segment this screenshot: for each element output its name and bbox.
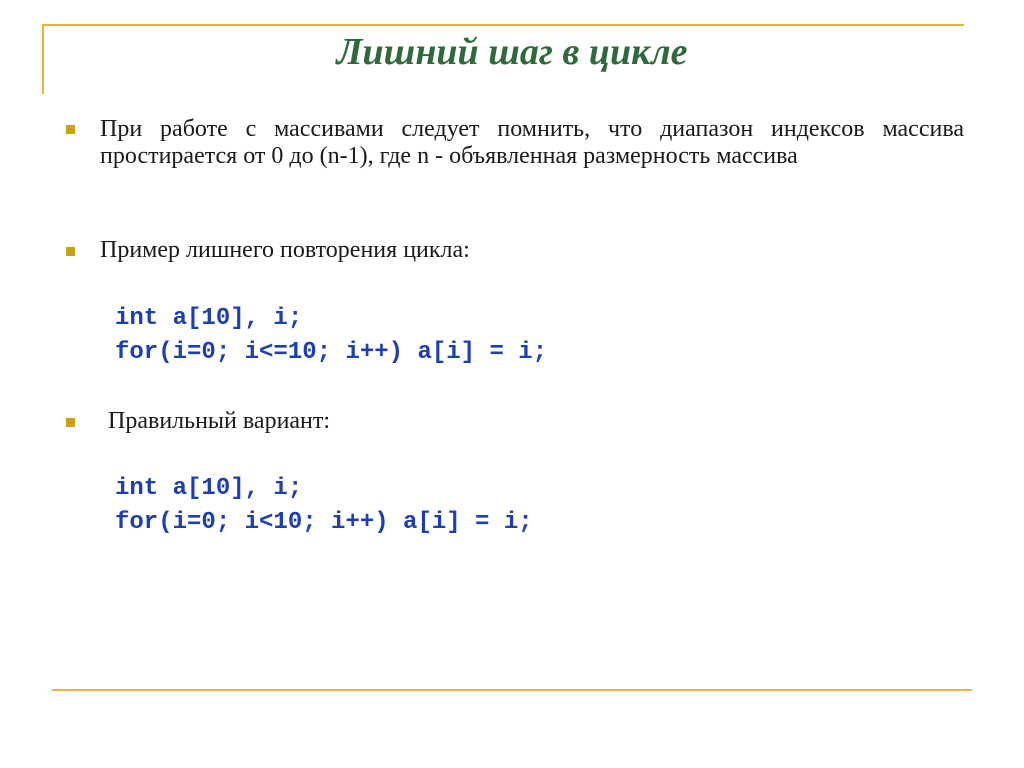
code-line-wrong-loop: for(i=0; i<=10; i++) a[i] = i; bbox=[115, 339, 548, 366]
code-line-correct-loop: for(i=0; i<10; i++) a[i] = i; bbox=[115, 509, 533, 536]
bullet-marker bbox=[66, 125, 75, 134]
title-frame-top-line bbox=[42, 24, 964, 26]
bullet-text-array-range: При работе с массивами следует помнить, что диапазон индексов массива простирается от 0 до (n-1), где n - объявленная размерность массива bbox=[100, 116, 964, 169]
bullet-text-correct-example: Правильный вариант: bbox=[108, 408, 331, 434]
code-line-declaration: int a[10], i; bbox=[115, 475, 303, 502]
bullet-marker bbox=[66, 247, 75, 256]
bullet-text-bad-example: Пример лишнего повторения цикла: bbox=[100, 237, 470, 263]
bullet-marker bbox=[66, 418, 75, 427]
bottom-rule-line bbox=[52, 689, 972, 691]
code-line-declaration: int a[10], i; bbox=[115, 305, 303, 332]
slide-title: Лишний шаг в цикле bbox=[336, 31, 688, 73]
